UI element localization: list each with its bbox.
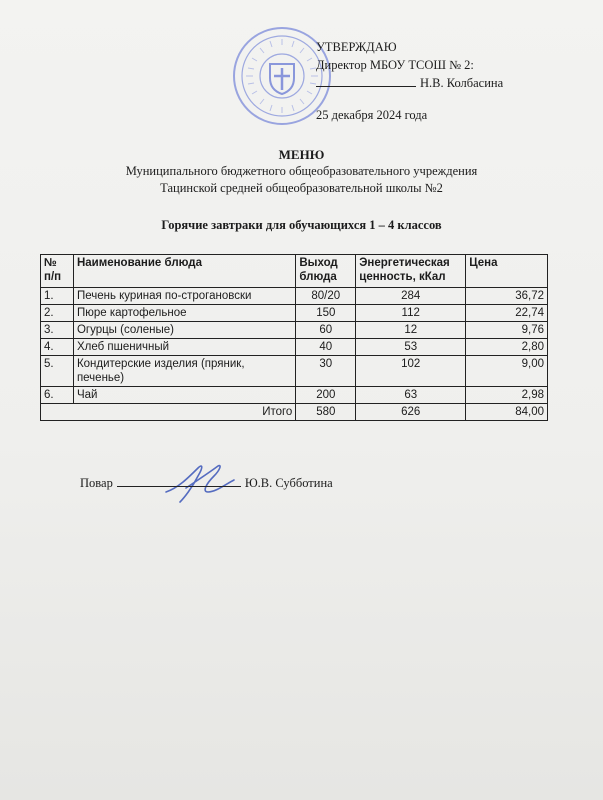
approval-date: 25 декабря 2024 года	[316, 108, 428, 122]
cell-energy: 63	[356, 387, 466, 404]
menu-subtitle: Горячие завтраки для обучающихся 1 – 4 классов	[161, 218, 442, 232]
cell-price: 9,00	[466, 356, 548, 387]
table-row	[41, 322, 548, 339]
table-row	[41, 339, 548, 356]
cell-dish-name: Хлеб пшеничный	[73, 339, 295, 356]
table-row	[41, 356, 548, 387]
organization-line-2: Тацинской средней общеобразовательной школы №2	[160, 181, 443, 195]
organization-line-1: Муниципального бюджетного общеобразовательного учреждения	[125, 164, 478, 178]
cell-num: 1.	[41, 288, 74, 305]
cell-price: 2,98	[466, 387, 548, 404]
cell-num: 6.	[41, 387, 74, 404]
cell-dish-name: Чай	[73, 387, 295, 404]
director-name: Н.В. Колбасина	[420, 76, 504, 90]
table-row	[41, 288, 548, 305]
header-dish-name: Наименование блюда	[73, 255, 295, 288]
total-yield: 580	[296, 404, 356, 421]
cell-price: 2,80	[466, 339, 548, 356]
approval-heading: УТВЕРЖДАЮ	[316, 40, 397, 54]
cell-num: 3.	[41, 322, 74, 339]
table-row	[41, 387, 548, 404]
cook-position: Повар	[80, 476, 113, 490]
table-header-row	[41, 255, 548, 288]
header-yield: Выход блюда	[296, 255, 356, 288]
cook-signature-underline	[117, 486, 241, 487]
cell-dish-name: Огурцы (соленые)	[73, 322, 295, 339]
approval-block	[316, 38, 576, 124]
cell-num: 5.	[41, 356, 74, 387]
cell-yield: 30	[296, 356, 356, 387]
cell-num: 4.	[41, 339, 74, 356]
signature-underline	[316, 86, 416, 87]
table-total-row	[41, 404, 548, 421]
total-energy: 626	[356, 404, 466, 421]
cook-signature-block	[80, 476, 333, 491]
cell-price: 9,76	[466, 322, 548, 339]
cell-dish-name: Кондитерские изделия (пряник, печенье)	[73, 356, 295, 387]
cell-energy: 102	[356, 356, 466, 387]
cell-energy: 53	[356, 339, 466, 356]
cell-yield: 60	[296, 322, 356, 339]
director-position: Директор МБОУ ТСОШ № 2:	[316, 58, 474, 72]
director-signature-line	[316, 74, 576, 92]
cell-yield: 40	[296, 339, 356, 356]
cell-energy: 112	[356, 305, 466, 322]
cell-yield: 80/20	[296, 288, 356, 305]
cell-num: 2.	[41, 305, 74, 322]
cell-price: 22,74	[466, 305, 548, 322]
cell-price: 36,72	[466, 288, 548, 305]
document-title: МЕНЮ	[278, 147, 325, 162]
cell-dish-name: Пюре картофельное	[73, 305, 295, 322]
cell-energy: 12	[356, 322, 466, 339]
cell-dish-name: Печень куриная по-строгановски	[73, 288, 295, 305]
total-label: Итого	[41, 404, 296, 421]
menu-table	[40, 254, 548, 421]
cook-name: Ю.В. Субботина	[244, 476, 333, 490]
table-row	[41, 305, 548, 322]
cell-energy: 284	[356, 288, 466, 305]
header-energy: Энергетическая ценность, кКал	[356, 255, 466, 288]
header-num: № п/п	[41, 255, 74, 288]
cell-yield: 200	[296, 387, 356, 404]
header-price: Цена	[466, 255, 548, 288]
cell-yield: 150	[296, 305, 356, 322]
total-price: 84,00	[466, 404, 548, 421]
